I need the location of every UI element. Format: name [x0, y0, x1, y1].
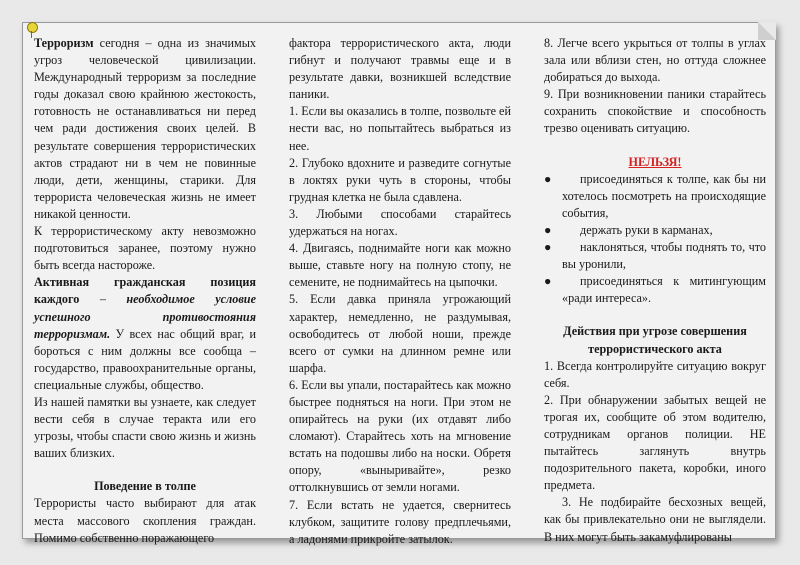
- forbidden-item: ● наклоняться, чтобы поднять то, что вы уронили,: [544, 239, 766, 273]
- threat-actions-heading: Действия при угрозе совершения террористического акта: [563, 324, 747, 356]
- memo-paragraph: Из нашей памятки вы узнаете, как следует вести себя в случае теракта или его угрозы, чтобы спасти свою жизнь и жизнь ваших близких.: [34, 394, 256, 461]
- crowd-item-5: 5. Если давка приняла угрожающий характер, немедленно, не раздумывая, освободитесь от любой ноши, прежде всего от сумки на длинном ремне или шарфа.: [289, 292, 511, 375]
- preparation-paragraph: К террористическому акту невозможно подготовиться заранее, поэтому нужно быть всегда настороже.: [34, 224, 256, 273]
- forbidden-item: ● присоединяться к митингующим «ради интереса».: [544, 273, 766, 307]
- forbidden-item: ● держать руки в карманах,: [544, 222, 766, 239]
- threat-item-1: 1. Всегда контролируйте ситуацию вокруг себя.: [544, 358, 766, 390]
- crowd-behavior-heading: Поведение в толпе: [94, 479, 196, 494]
- crowd-item-8: 8. Легче всего укрыться от толпы в углах зала или вблизи стен, но оттуда сложнее добираться до выхода.: [544, 36, 766, 85]
- forbidden-item: ● присоединяться к толпе, как бы ни хотелось посмотреть на происходящие события,: [544, 171, 766, 222]
- crowd-item-3: 3. Любыми способами старайтесь удержаться на ногах.: [289, 206, 511, 239]
- bullet-icon: ●: [544, 222, 552, 237]
- column-1: [34, 35, 256, 547]
- crowd-item-9: 9. При возникновении паники старайтесь сохранить спокойствие и способность трезво оценивать ситуацию.: [544, 87, 766, 136]
- civic-position-paragraph: Активная гражданская позиция каждого – необходимое условие успешного противостояния терроризмам. У всех нас общий враг, и бороться с ним должны все сообща – государство, правоохранительные органы, специальные службы, общество.: [34, 275, 256, 392]
- crowd-item-7: 7. Если встать не удается, свернитесь клубком, защитите голову предплечьями, а ладонями прикройте затылок.: [289, 497, 511, 546]
- crowd-item-2: 2. Глубоко вдохните и разведите согнутые в локтях руки чуть в стороны, чтобы грудная клетка не была сдавлена.: [289, 155, 511, 204]
- bullet-icon: ●: [544, 171, 552, 186]
- crowd-intro-paragraph: Террористы часто выбирают для атак места массового скопления граждан. Помимо собственно поражающего: [34, 496, 256, 545]
- forbidden-heading: НЕЛЬЗЯ!: [628, 154, 682, 169]
- column-3: [544, 35, 766, 546]
- crowd-continued-paragraph: фактора террористического акта, люди гибнут и получают травмы еще и в результате давки, возникшей вследствие паники.: [289, 36, 511, 102]
- intro-paragraph: Терроризм сегодня – одна из значимых угроз человеческой цивилизации. Международный терроризм за последние годы доказал свою крайнюю жестокость, готовность не останавливаться ни перед чем ради достижения своих целей. В результате совершения террористических актов страдают ни в чем не повинные люди, дети, женщины, старики. Для террориста человеческая жизнь не имеет никакой ценности.: [34, 36, 256, 221]
- crowd-item-1: 1. Если вы оказались в толпе, позвольте ей нести вас, но попытайтесь выбраться из нее.: [289, 104, 511, 153]
- threat-item-3: 3. Не подбирайте бесхозных вещей, как бы привлекательно они не выглядели. В них могут быть закамуфлированы: [544, 495, 766, 544]
- threat-item-2: 2. При обнаружении забытых вещей не трогая их, сообщите об этом водителю, сотрудникам органов полиции. НЕ пытайтесь заглянуть внутрь подозрительного пакета, коробки, иного предмета.: [544, 392, 766, 493]
- column-2: [289, 35, 511, 548]
- bullet-icon: ●: [544, 240, 552, 255]
- crowd-item-4: 4. Двигаясь, поднимайте ноги как можно выше, ставьте ногу на полную стопу, не семените, не поднимайтесь на цыпочки.: [289, 241, 511, 290]
- crowd-item-6: 6. Если вы упали, постарайтесь как можно быстрее подняться на ноги. При этом не опирайтесь на руки (их отдавят либо сломают). Старайтесь хоть на мгновение встать на подошвы либо на носки. Обретя опору, «выныривайте», резко оттолкнувшись от земли ногами.: [289, 377, 511, 495]
- bullet-icon: ●: [544, 274, 552, 289]
